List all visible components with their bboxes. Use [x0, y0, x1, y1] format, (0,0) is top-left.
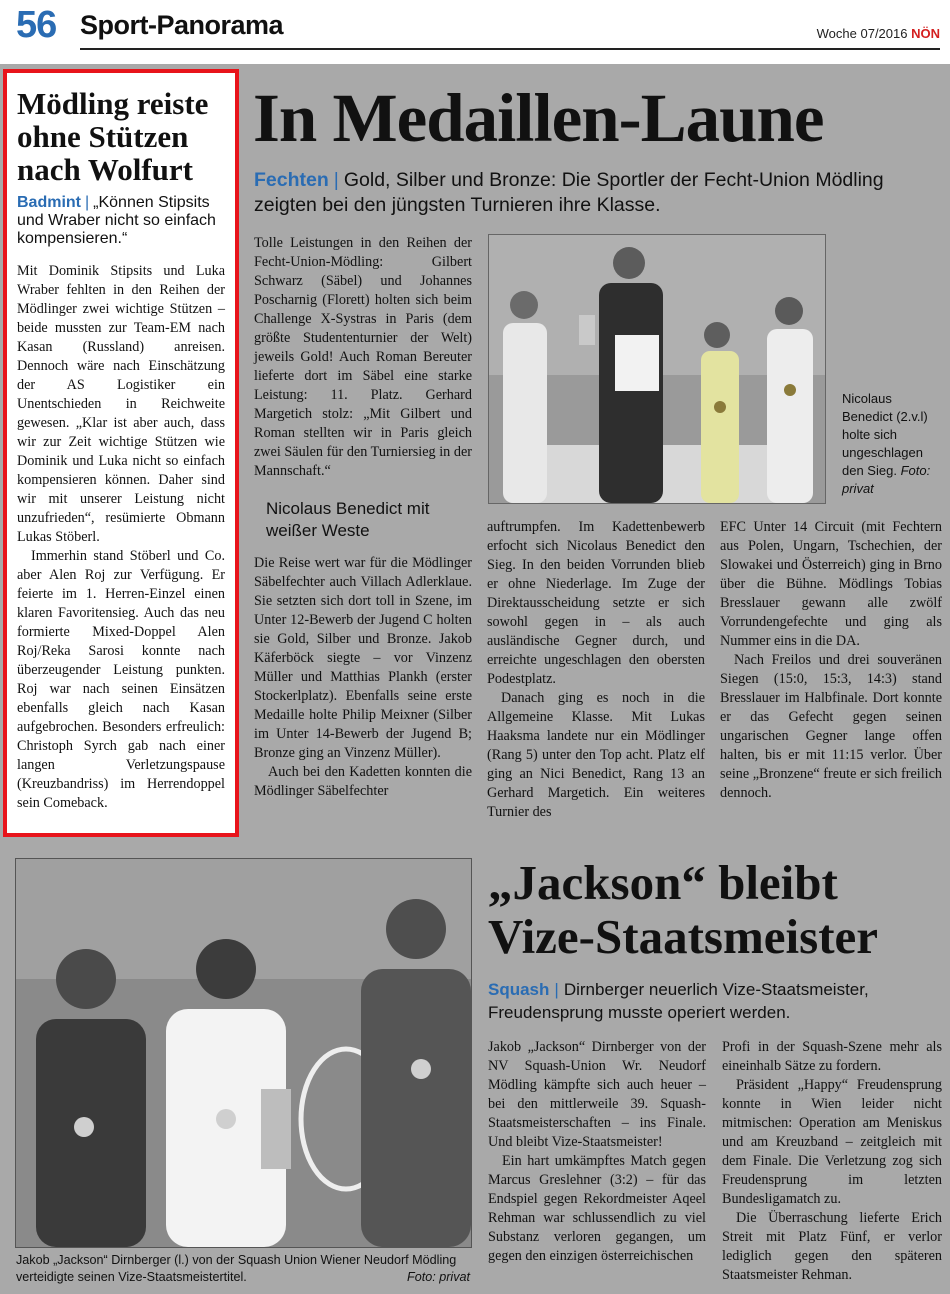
main-paragraph: Tolle Leistungen in den Reihen der Fecht-Union-Mödling: Gilbert Schwarz (Säbel) und Johannes Poscharnig (Florett) holten sich beim Challenge X-Systras in Paris (dem größte Studententurnier der Welt) jeweils Gold! Auch Roman Bereuter lieferte dort im Säbel eine starke Leistung: 11. Platz. Gerhard Margetich stolz: „Mit Gilbert und Roman stellten wir in Paris gleich zwei Säulen für den Turniersieg in der Mannschaft.“	[254, 235, 472, 479]
main-column-1b	[254, 554, 472, 801]
page-number: 56	[16, 4, 57, 46]
main-paragraph: Danach ging es noch in die Allgemeine Klasse. Mit Lukas Haaksma landete nur ein Mödlinger (Rang 5) unter den Top acht. Platz elf ging an Nici Benedict, Rang 13 an Gerhard Margetich. Ein weiteres Turnier des	[487, 690, 705, 820]
sidebar-article	[3, 69, 239, 837]
squash-paragraph: Ein hart umkämpftes Match gegen Marcus Greslehner (3:2) – für das Endspiel gegen Rekordmeister Aqeel Rehman war schlussendlich zu viel Substanz verloren gegangen, um gegen den einzigen österreichischen	[488, 1153, 706, 1264]
sidebar-headline: Mödling reiste ohne Stützen nach Wolfurt	[17, 86, 209, 187]
squash-paragraph: Profi in der Squash-Szene mehr als eineinhalb Sätze zu fordern.	[722, 1039, 942, 1074]
sidebar-kicker-text: „Können Stipsits und Wraber nicht so einfach kompensieren.“	[17, 194, 216, 247]
main-paragraph: EFC Unter 14 Circuit (mit Fechtern aus Polen, Ungarn, Tschechien, der Slowakei und Österreich) ging in Brno über die Bühne. Mödlings Tobias Bresslauer gewann alle zwölf Vorrundengefechte und ging als Nummer eins in die DA.	[720, 519, 942, 649]
squash-paragraph: Präsident „Happy“ Freudensprung konnte in Wien leider nicht mitmischen: Operation am Meniskus und am Kreuzband – zeitgleich mit dem Finale. Die Verletzung zog sich Freudensprung im letzten Bundesligamatch zu.	[722, 1077, 942, 1207]
section-title: Sport-Panorama	[80, 10, 284, 40]
fencing-photo-credit: Foto: privat	[842, 463, 931, 496]
fencing-photo-caption	[842, 390, 944, 498]
sidebar-kicker: Badmint | „Können Stipsits und Wraber nicht so einfach kompensieren.“	[17, 194, 216, 247]
squash-paragraph: Die Überraschung lieferte Erich Streit mit Platz Fünf, er verlor lediglich gegen den späteren Staatsmeister Rehman.	[722, 1210, 942, 1283]
main-kicker-text: Gold, Silber und Bronze: Die Sportler der Fecht-Union Mödling zeigten bei den jüngsten Turnieren ihre Klasse.	[254, 169, 884, 216]
squash-kicker-keyword: Squash	[488, 980, 550, 999]
sidebar-kicker-keyword: Badmint	[17, 194, 81, 211]
page-header	[0, 0, 950, 52]
main-column-3	[720, 518, 942, 803]
fencing-caption-text: Nicolaus Benedict (2.v.l) holte sich ungeschlagen den Sieg.	[842, 391, 928, 478]
squash-players-photo	[15, 858, 472, 1248]
main-kicker: Fechten | Gold, Silber und Bronze: Die Sportler der Fecht-Union Mödling zeigten bei den jüngsten Turnieren ihre Klasse.	[254, 169, 884, 216]
fencing-team-photo	[488, 234, 826, 504]
main-paragraph: Die Reise wert war für die Mödlinger Säbelfechter auch Villach Adlerklaue. Sie setzten sich dort toll in Szene, im Unter 12-Bewerb der Jugend C holten sie Gold, Silber und Bronze. Jakob Käferböck siegte – vor Vinzenz Müller und Matthias Plankh (erster Stockerlplatz). Ebenfalls seine erste Medaille holte Philip Meixner (Silber im Unter 14-Bewerb der Jugend B; Bronze ging an Vinzenz Müller).	[254, 555, 472, 761]
main-kicker-keyword: Fechten	[254, 169, 329, 191]
main-paragraph: Nach Freilos und drei souveränen Siegen (15:0, 15:3, 14:3) stand Bresslauer im Halbfinale. Dort konnte er das Gefecht gegen seinen ungarischen Gegner lange offen halten, bis er mit 11:15 verlor. Über seine „Bronzene“ freute er sich freilich dennoch.	[720, 652, 942, 801]
squash-paragraph: Jakob „Jackson“ Dirnberger von der NV Squash-Union Wr. Neudorf Mödling kämpfte sich auch heuer – bei den mittlerweile 39. Squash-Staatsmeisterschaften – ins Finale. Und bleibt Vize-Staatsmeister!	[488, 1039, 706, 1150]
squash-column-1	[488, 1038, 706, 1266]
header-rule	[80, 48, 940, 50]
issue-info	[817, 26, 940, 41]
main-subheading: Nicolaus Benedict mit weißer Weste	[266, 499, 430, 540]
issue-week: Woche 07/2016	[816, 26, 908, 41]
squash-photo-caption	[16, 1252, 470, 1286]
squash-kicker-text: Dirnberger neuerlich Vize-Staatsmeister, Freudensprung musste operiert werden.	[488, 980, 869, 1022]
main-column-1	[254, 234, 472, 481]
main-column-2	[487, 518, 705, 822]
squash-headline: „Jackson“ bleibt Vize-Staatsmeister	[488, 855, 879, 964]
main-paragraph: Auch bei den Kadetten konnten die Mödlinger Säbelfechter	[254, 764, 472, 799]
main-paragraph: auftrumpfen. Im Kadettenbewerb erfocht sich Nicolaus Benedict den Sieg. In den beiden Vorrunden blieb er ohne Niederlage. Im Zuge der Direktausscheidung setzte er sich sowohl gegen in – als auch ausländische Gegner durch, und erreichte ungeschlagen den obersten Podestplatz.	[487, 519, 705, 687]
squash-photo-credit: Foto: privat	[407, 1270, 470, 1284]
brand-logo: NÖN	[911, 26, 940, 41]
squash-caption-text: Jakob „Jackson“ Dirnberger (l.) von der Squash Union Wiener Neudorf Mödling verteidigte seinen Vize-Staatsmeistertitel.	[16, 1253, 457, 1284]
main-headline: In Medaillen-Laune	[253, 80, 824, 156]
sidebar-paragraph: Immerhin stand Stöberl und Co. aber Alen Roj zur Verfügung. Er feierte im 1. Herren-Einzel einen klaren Favoritensieg. Auch das neu formierte Mixed-Doppel Alen Roj/Reka Sarosi konnte nach überzeugender Leistung punkten. Roj war nach seinen Einsätzen ebenfalls gleich nach Kasan aufgebrochen. Besonders erfreulich: Christoph Syrch gab nach einer langen Verletzungspause (Kreuzbandriss) im Herrendoppel sein Comeback.	[17, 548, 225, 811]
fencing-photo-illustration	[489, 235, 825, 503]
squash-kicker: Squash | Dirnberger neuerlich Vize-Staatsmeister, Freudensprung musste operiert werden.	[488, 980, 869, 1022]
sidebar-paragraph: Mit Dominik Stipsits und Luka Wraber fehlten in den Reihen der Mödlinger zwei wichtige Stützen – beide mussten zur Team-EM nach Kasan (Russland) anreisen. Dennoch wäre nach Einschätzung der AS Logistiker ein Unentschieden in Reichweite gewesen. „Klar ist aber auch, dass wir zur Zeit wichtige Stützen wie Dominik und Luka nicht so einfach kompensieren können. Daher sind wir mit unserer Leistung nicht unzufrieden“, resümierte Obmann Lukas Stöberl.	[17, 263, 225, 545]
squash-column-2	[722, 1038, 942, 1285]
squash-photo-illustration	[16, 859, 471, 1247]
sidebar-body	[17, 262, 225, 813]
